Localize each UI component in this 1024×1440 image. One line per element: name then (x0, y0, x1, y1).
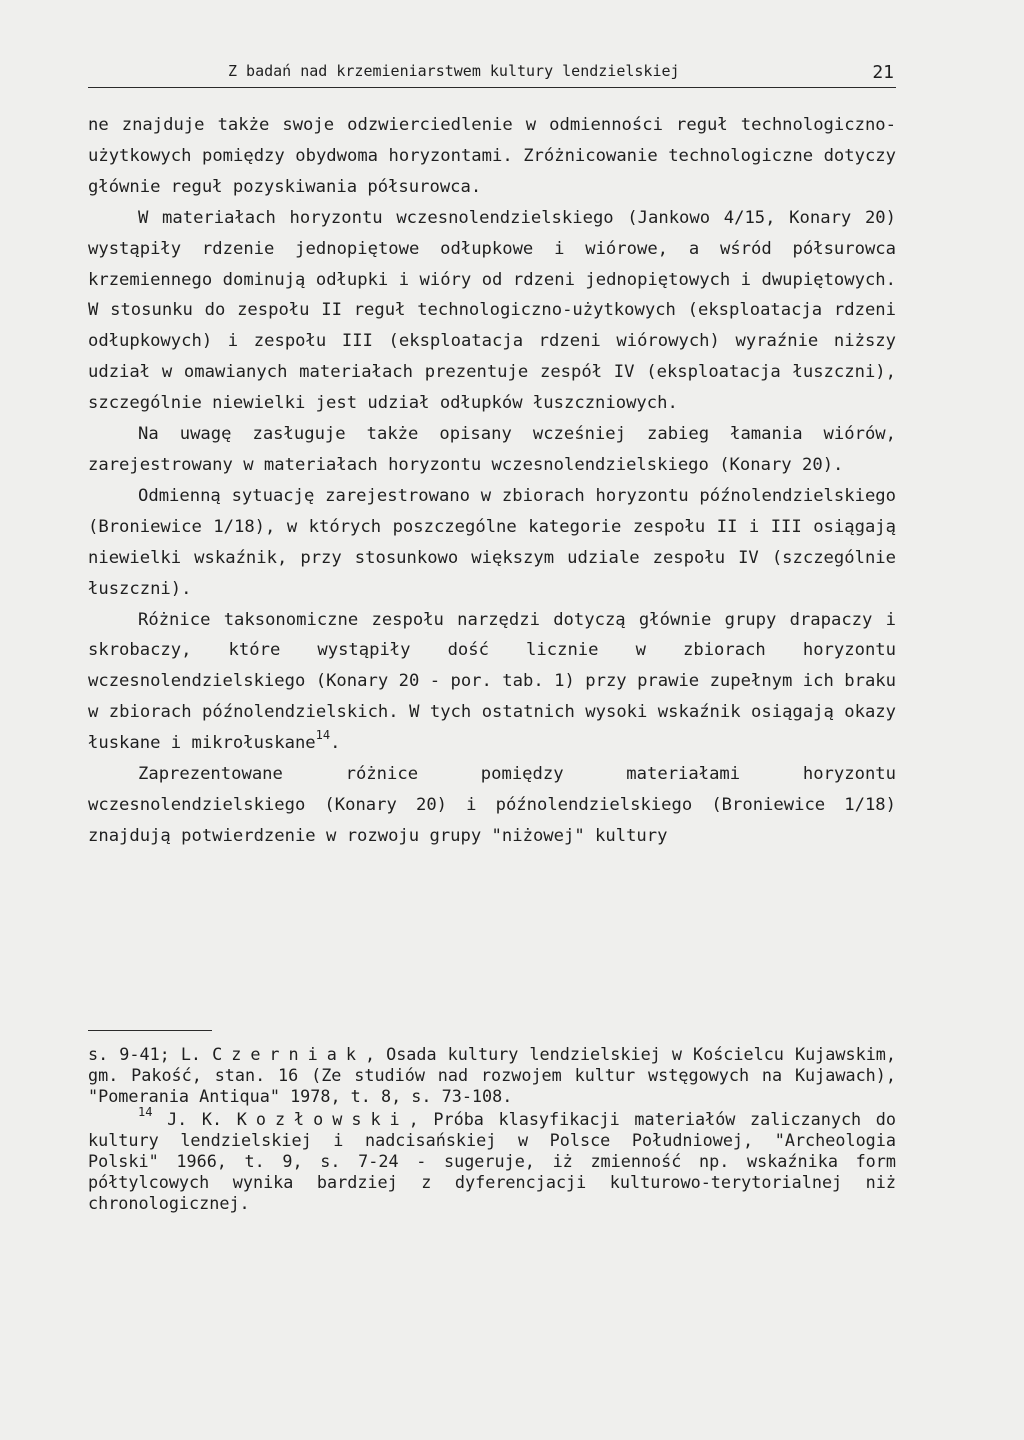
running-title: Z badań nad krzemieniarstwem kultury lendzielskiej (228, 62, 680, 80)
footnote-14 (88, 1105, 896, 1214)
paragraph (88, 605, 896, 760)
footnote-text: , Próba klasyfikacji materiałów zaliczanych do kultury lendzielskiej i nadcisańskiej w Polsce Południowej, "Archeologia Polski" 1966, t. 9, s. 7-24 - sugeruje, iż zmienność np. wskaźnika form półtylcowych wynika bardziej z dyferencjacji kulturowo-terytorialnej niż chronologicznej. (88, 1109, 896, 1213)
paragraph: Odmienną sytuację zarejestrowano w zbiorach horyzontu późnolendzielskiego (Broniewice 1/18), w których poszczególne kategorie zespołu II i III osiągają niewielki wskaźnik, przy stosunkowo większym udziale zespołu IV (szczególnie łuszczni). (88, 485, 896, 599)
paragraph: ne znajduje także swoje odzwierciedlenie w odmienności reguł technologiczno-użytkowych pomiędzy obydwoma horyzontami. Zróżnicowanie technologiczne dotyczy głównie reguł pozyskiwania półsurowca. (88, 115, 896, 197)
body-text (88, 110, 896, 852)
paragraph: Zaprezentowane różnice pomiędzy materiałami horyzontu wczesnolendzielskiego (Konary 20) i późnolendzielskiego (Broniewice 1/18) znajdują potwierdzenie w rozwoju grupy "niżowej" kultury (88, 764, 896, 846)
footnote-rule (88, 1030, 212, 1031)
footnote-number: 14 (138, 1105, 153, 1120)
paragraph: Na uwagę zasługuje także opisany wcześniej zabieg łamania wiórów, zarejestrowany w materiałach horyzontu wczesnolendzielskiego (Konary 20). (88, 424, 896, 475)
running-header (88, 62, 896, 86)
footnote-text: J. K. (167, 1109, 223, 1129)
page-number: 21 (872, 62, 894, 83)
footnote-author: Czerniak (212, 1044, 365, 1064)
footnote-ref: 14 (315, 728, 331, 743)
paragraph: W materiałach horyzontu wczesnolendzielskiego (Jankowo 4/15, Konary 20) wystąpiły rdzenie jednopiętowe odłupkowe i wiórowe, a wśród półsurowca krzemiennego dominują odłupki i wióry od rdzeni jednopiętowych i dwupiętowych. W stosunku do zespołu II reguł technologiczno-użytkowych (eksploatacja rdzeni odłupkowych) i zespołu III (eksploatacja rdzeni wiórowych) wyraźnie niższy udział w omawianych materiałach prezentuje zespół IV (eksploatacja łuszczni), szczególnie niewielki jest udział odłupków łuszczniowych. (88, 207, 896, 414)
paragraph-end: . (330, 733, 341, 754)
footnote-text: s. 9-41; L. (88, 1044, 202, 1064)
footnote-author: Kozłowski (236, 1109, 409, 1129)
footnote-continued (88, 1044, 896, 1107)
paragraph-text: Różnice taksonomiczne zespołu narzędzi dotyczą głównie grupy drapaczy i skrobaczy, które wystąpiły dość licznie w zbiorach horyzontu wczesnolendzielskiego (Konary 20 - por. tab. 1) przy prawie zupełnym ich braku w zbiorach późnolendzielskich. W tych ostatnich wysoki wskaźnik osiągają okazy łuskane i mikrołuskane (88, 609, 896, 754)
header-rule (88, 87, 896, 88)
footnote-text: , Osada kultury lendzielskiej w Kościelcu Kujawskim, gm. Pakość, stan. 16 (Ze studiów nad rozwojem kultur wstęgowych na Kujawach), "Pomerania Antiqua" 1978, t. 8, s. 73-108. (88, 1044, 896, 1106)
footnotes (88, 1044, 896, 1214)
